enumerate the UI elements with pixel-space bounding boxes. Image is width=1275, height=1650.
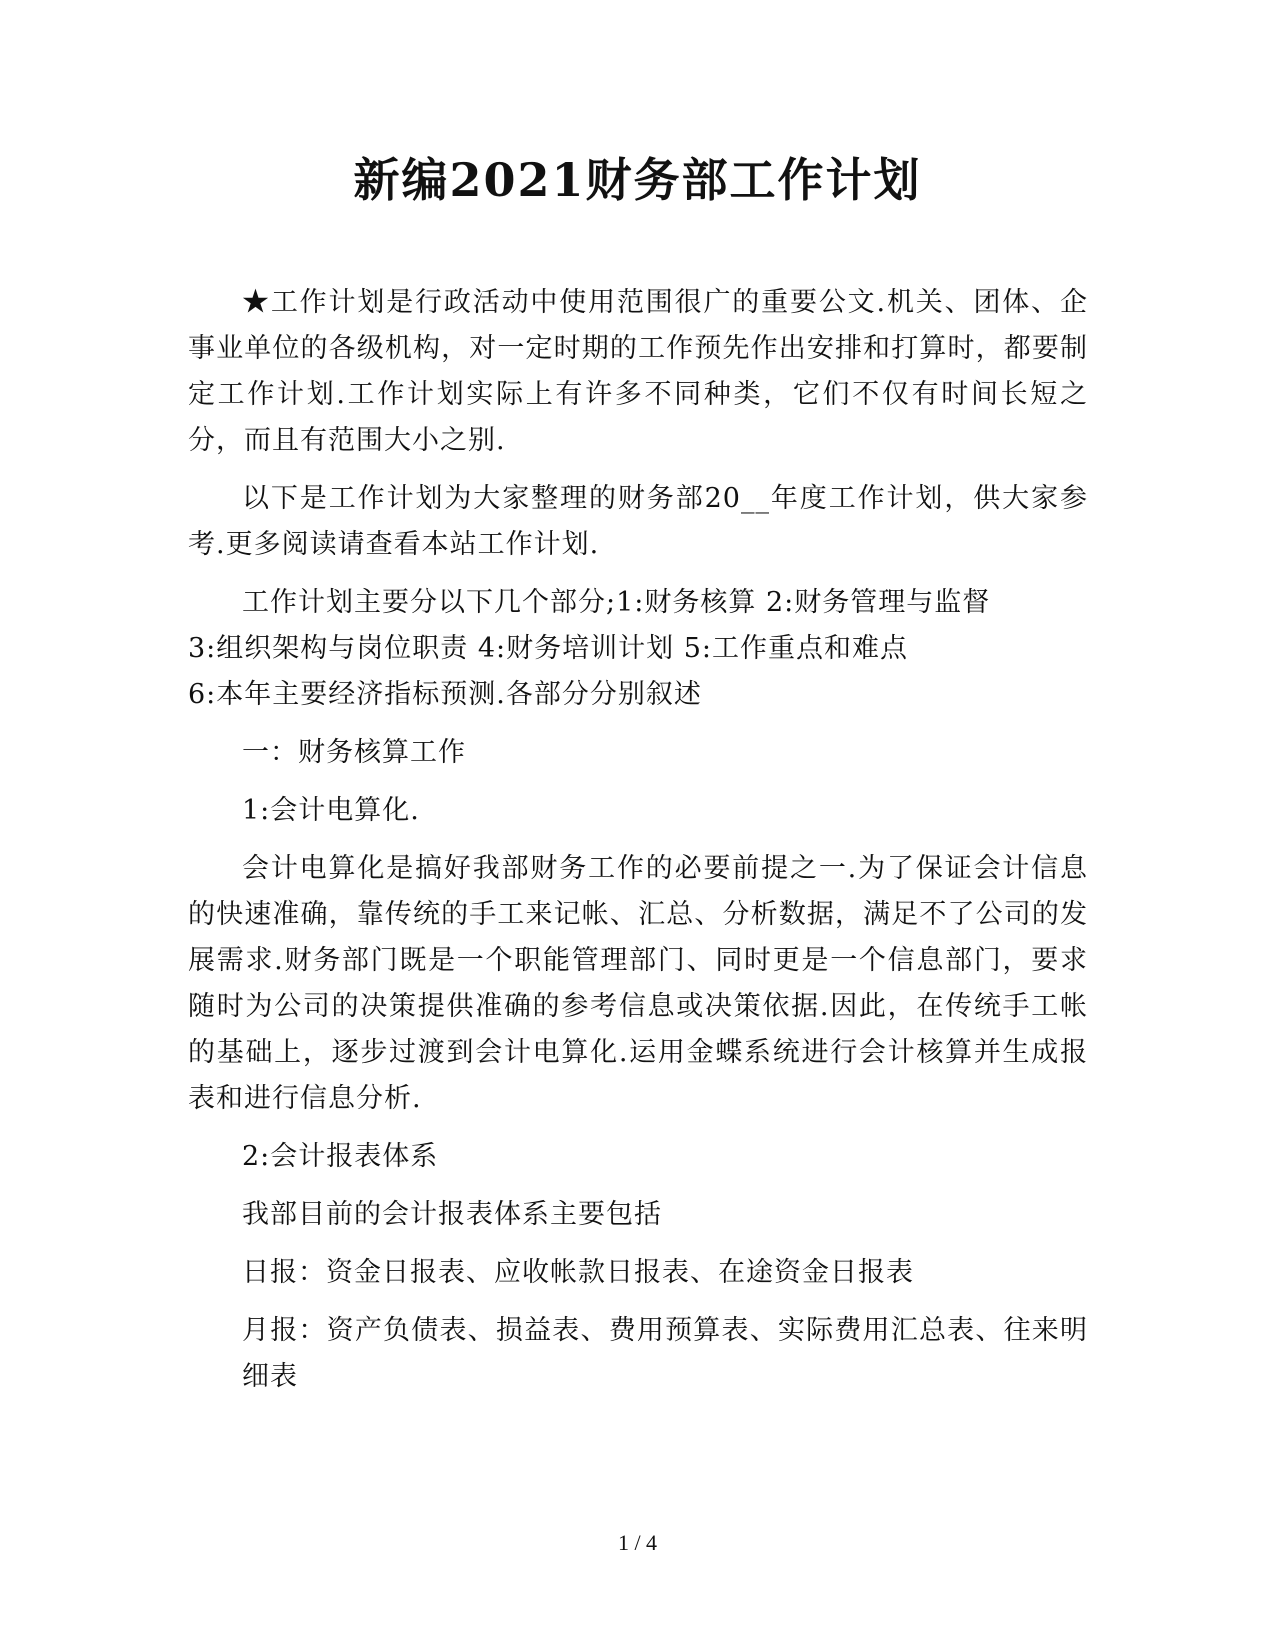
document-body xyxy=(188,280,1088,1412)
parts-line-2: 3:组织架构与岗位职责 4:财务培训计划 5:工作重点和难点 xyxy=(188,633,908,664)
monthly-reports: 月报：资产负债表、损益表、费用预算表、实际费用汇总表、往来明细表 xyxy=(242,1315,1088,1392)
item-heading-2: 2:会计报表体系 xyxy=(242,1141,439,1172)
reference-paragraph: 以下是工作计划为大家整理的财务部20__年度工作计划，供大家参考.更多阅读请查看本站工作计划. xyxy=(188,483,1088,560)
item-2-intro: 我部目前的会计报表体系主要包括 xyxy=(242,1199,662,1230)
item-heading-1: 1:会计电算化. xyxy=(242,795,420,826)
intro-paragraph: ★工作计划是行政活动中使用范围很广的重要公文.机关、团体、企事业单位的各级机构，对一定时期的工作预先作出安排和打算时，都要制定工作计划.工作计划实际上有许多不同种类，它们不仅有时间长短之分，而且有范围大小之别. xyxy=(188,287,1088,456)
daily-reports: 日报：资金日报表、应收帐款日报表、在途资金日报表 xyxy=(242,1257,914,1288)
parts-list xyxy=(188,580,1088,718)
item-1-body: 会计电算化是搞好我部财务工作的必要前提之一.为了保证会计信息的快速准确，靠传统的手工来记帐、汇总、分析数据，满足不了公司的发展需求.财务部门既是一个职能管理部门、同时更是一个信息部门，要求随时为公司的决策提供准确的参考信息或决策依据.因此，在传统手工帐的基础上，逐步过渡到会计电算化.运用金蝶系统进行会计核算并生成报表和进行信息分析. xyxy=(188,853,1088,1114)
section-heading-1: 一：财务核算工作 xyxy=(242,737,466,768)
page-number: 1 / 4 xyxy=(617,1530,658,1555)
parts-line-3: 6:本年主要经济指标预测.各部分分别叙述 xyxy=(188,679,702,710)
document-title: 新编2021财务部工作计划 xyxy=(353,153,922,207)
parts-line-1: 工作计划主要分以下几个部分;1:财务核算 2:财务管理与监督 xyxy=(242,587,991,618)
